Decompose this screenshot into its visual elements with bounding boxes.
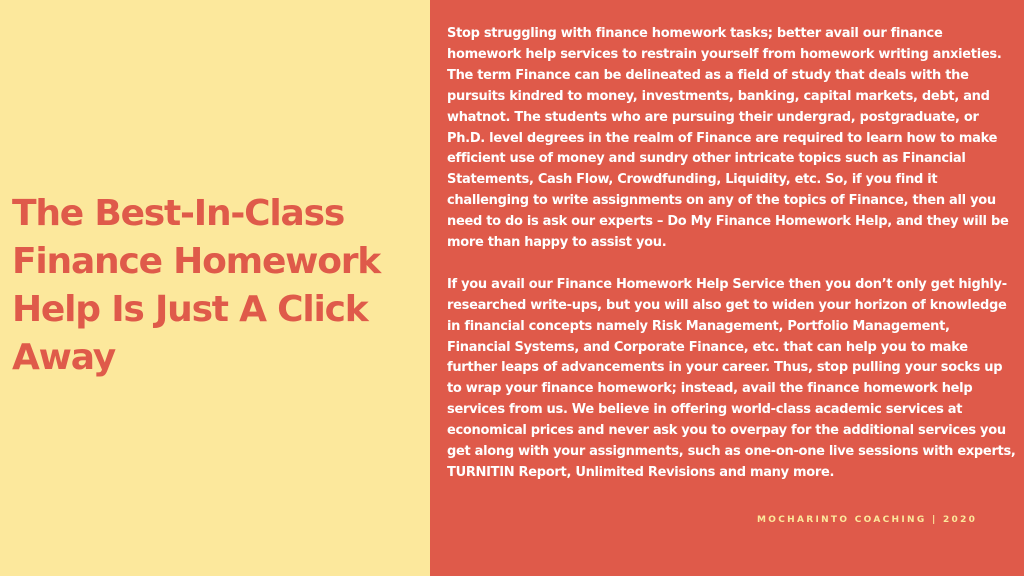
- footer-credit: MOCHARINTO COACHING | 2020: [757, 515, 978, 525]
- paragraph-intro: Stop struggling with finance homework tasks; better avail our finance homework help services to restrain yourself from homework writing anxieties. The term Finance can be delineated as a field of study that deals with the pursuits kindred to money, investments, banking, capital markets, debt, and whatnot. The students who are pursuing their undergrad, postgraduate, or Ph.D. level degrees in the realm of Finance are required to learn how to make efficient use of money and sundry other intricate topics such as Financial Statements, Cash Flow, Crowdfunding, Liquidity, etc. So, if you find it challenging to write assignments on any of the topics of Finance, then all you need to do is ask our experts – Do My Finance Homework Help, and they will be more than happy to assist you.: [447, 26, 1009, 251]
- paragraph-service: If you avail our Finance Homework Help Service then you don’t only get highly-researched write-ups, but you will also get to widen your horizon of knowledge in financial concepts namely Risk Management, Portfolio Management, Financial Systems, and Corporate Finance, etc. that can help you to make further leaps of advancements in your career. Thus, stop pulling your socks up to wrap your finance homework; instead, avail the finance homework help services from us. We believe in offering world-class academic services at economical prices and never ask you to overpay for the additional services you get along with your assignments, such as one-on-one live sessions with experts, TURNITIN Report, Unlimited Revisions and many more.: [447, 276, 1016, 481]
- headline: The Best-In-Class Finance Homework Help Is Just A Click Away: [12, 193, 381, 378]
- left-panel: [0, 0, 430, 576]
- body-text: [447, 24, 1017, 484]
